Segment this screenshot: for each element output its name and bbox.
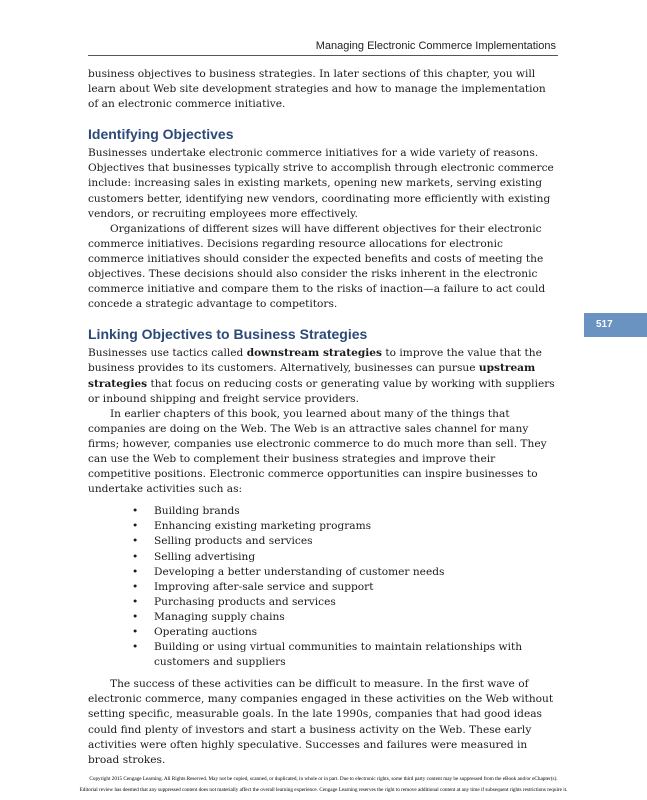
list-item-text: Enhancing existing marketing programs [154, 520, 372, 533]
list-item [132, 550, 558, 565]
list-item [132, 534, 558, 549]
strategies-text-3: that focus on reducing costs or generating value by working with suppliers or inbound shipping and freight service providers. [88, 377, 555, 405]
list-item-text: Developing a better understanding of customer needs [154, 565, 445, 578]
list-item [132, 625, 558, 640]
strategies-paragraph-2: In earlier chapters of this book, you learned about many of the things that companies are doing on the Web. The Web is an attractive sales channel for many firms; however, companies use electronic commerce to do much more than sell. They can use the Web to complement their business strategies and improve their competitive positions. Electronic commerce opportunities can inspire businesses to undertake activities such as: [88, 407, 547, 496]
bullet-icon: • [132, 520, 139, 533]
list-item-text: Purchasing products and services [154, 595, 336, 608]
bullet-icon: • [132, 626, 139, 638]
list-item-text: Operating auctions [154, 626, 258, 638]
term-upstream-strategies: upstream strategies [88, 362, 536, 390]
list-item [132, 565, 558, 580]
page-number-tab: 517 [584, 313, 647, 337]
strategies-text-1: Businesses use tactics called [88, 347, 247, 360]
list-item [132, 504, 558, 519]
bullet-icon: • [132, 580, 139, 593]
list-item-text: Improving after-sale service and support [154, 580, 374, 593]
strategies-paragraph-3: The success of these activities can be difficult to measure. In the first wave of electronic commerce, many companies engaged in these activities on the Web without setting specific, measurable goals. In the late 1990s, companies that had good ideas could find plenty of investors and start a business activity on the Web. These early activities were often highly speculative. Successes and failures were measured in broad strokes. [88, 678, 554, 766]
list-item-text: Managing supply chains [154, 610, 285, 623]
objectives-paragraph-1: Businesses undertake electronic commerce initiatives for a wide variety of reasons. Objectives that businesses typically strive to accomplish through electronic commerce include: increasing sales in existing markets, opening new markets, serving existing customers better, identifying new vendors, coordinating more efficiently with existing vendors, or recruiting employees more effectively. [88, 147, 554, 220]
strategies-paragraph-1 [88, 346, 558, 406]
list-item-text: Selling advertising [154, 550, 256, 563]
activities-list [88, 504, 558, 670]
copyright-footer-line-1: Copyright 2015 Cengage Learning. All Rights Reserved. May not be copied, scanned, or duplicated, in whole or in part. Due to electronic rights, some third party content may be suppressed from the eBook and/or eChapter(s). [89, 776, 558, 782]
list-item-text: Selling products and services [154, 535, 313, 548]
page-body [88, 67, 558, 768]
list-item [132, 640, 558, 670]
list-item [132, 610, 558, 625]
list-item [132, 595, 558, 610]
bullet-icon: • [132, 505, 139, 518]
bullet-icon: • [132, 565, 139, 578]
strategies-text-2: to improve the value that the business provides to its customers. Alternatively, businesses can pursue [88, 347, 542, 375]
list-item [132, 580, 558, 595]
bullet-icon: • [132, 550, 139, 563]
heading-linking-objectives: Linking Objectives to Business Strategies [88, 326, 368, 343]
objectives-paragraph-2: Organizations of different sizes will have different objectives for their electronic commerce initiatives. Decisions regarding resource allocations for electronic commerce initiatives should consider the expected benefits and costs of meeting the objectives. These decisions should also consider the risks inherent in the electronic commerce initiative and compare them to the risks of inaction—a failure to act could concede a strategic advantage to competitors. [88, 222, 546, 311]
copyright-footer-line-2: Editorial review has deemed that any suppressed content does not materially affect the overall learning experience. Cengage Learning reserves the right to remove additional content at any time if subsequent rights restrictions require it. [79, 787, 568, 793]
bullet-icon: • [132, 535, 139, 548]
intro-paragraph: business objectives to business strategies. In later sections of this chapter, you will learn about Web site development strategies and how to manage the implementation of an electronic commerce initiative. [88, 68, 546, 111]
term-downstream-strategies: downstream strategies [246, 347, 383, 360]
bullet-icon: • [132, 595, 139, 608]
heading-identifying-objectives: Identifying Objectives [88, 126, 234, 143]
list-item-text: Building or using virtual communities to maintain relationships with customers and suppliers [154, 641, 523, 669]
list-item [132, 519, 558, 534]
list-item-text: Building brands [154, 505, 240, 518]
header-rule [88, 55, 558, 56]
bullet-icon: • [132, 610, 139, 623]
running-head: Managing Electronic Commerce Implementations [315, 40, 556, 52]
bullet-icon: • [132, 641, 139, 654]
